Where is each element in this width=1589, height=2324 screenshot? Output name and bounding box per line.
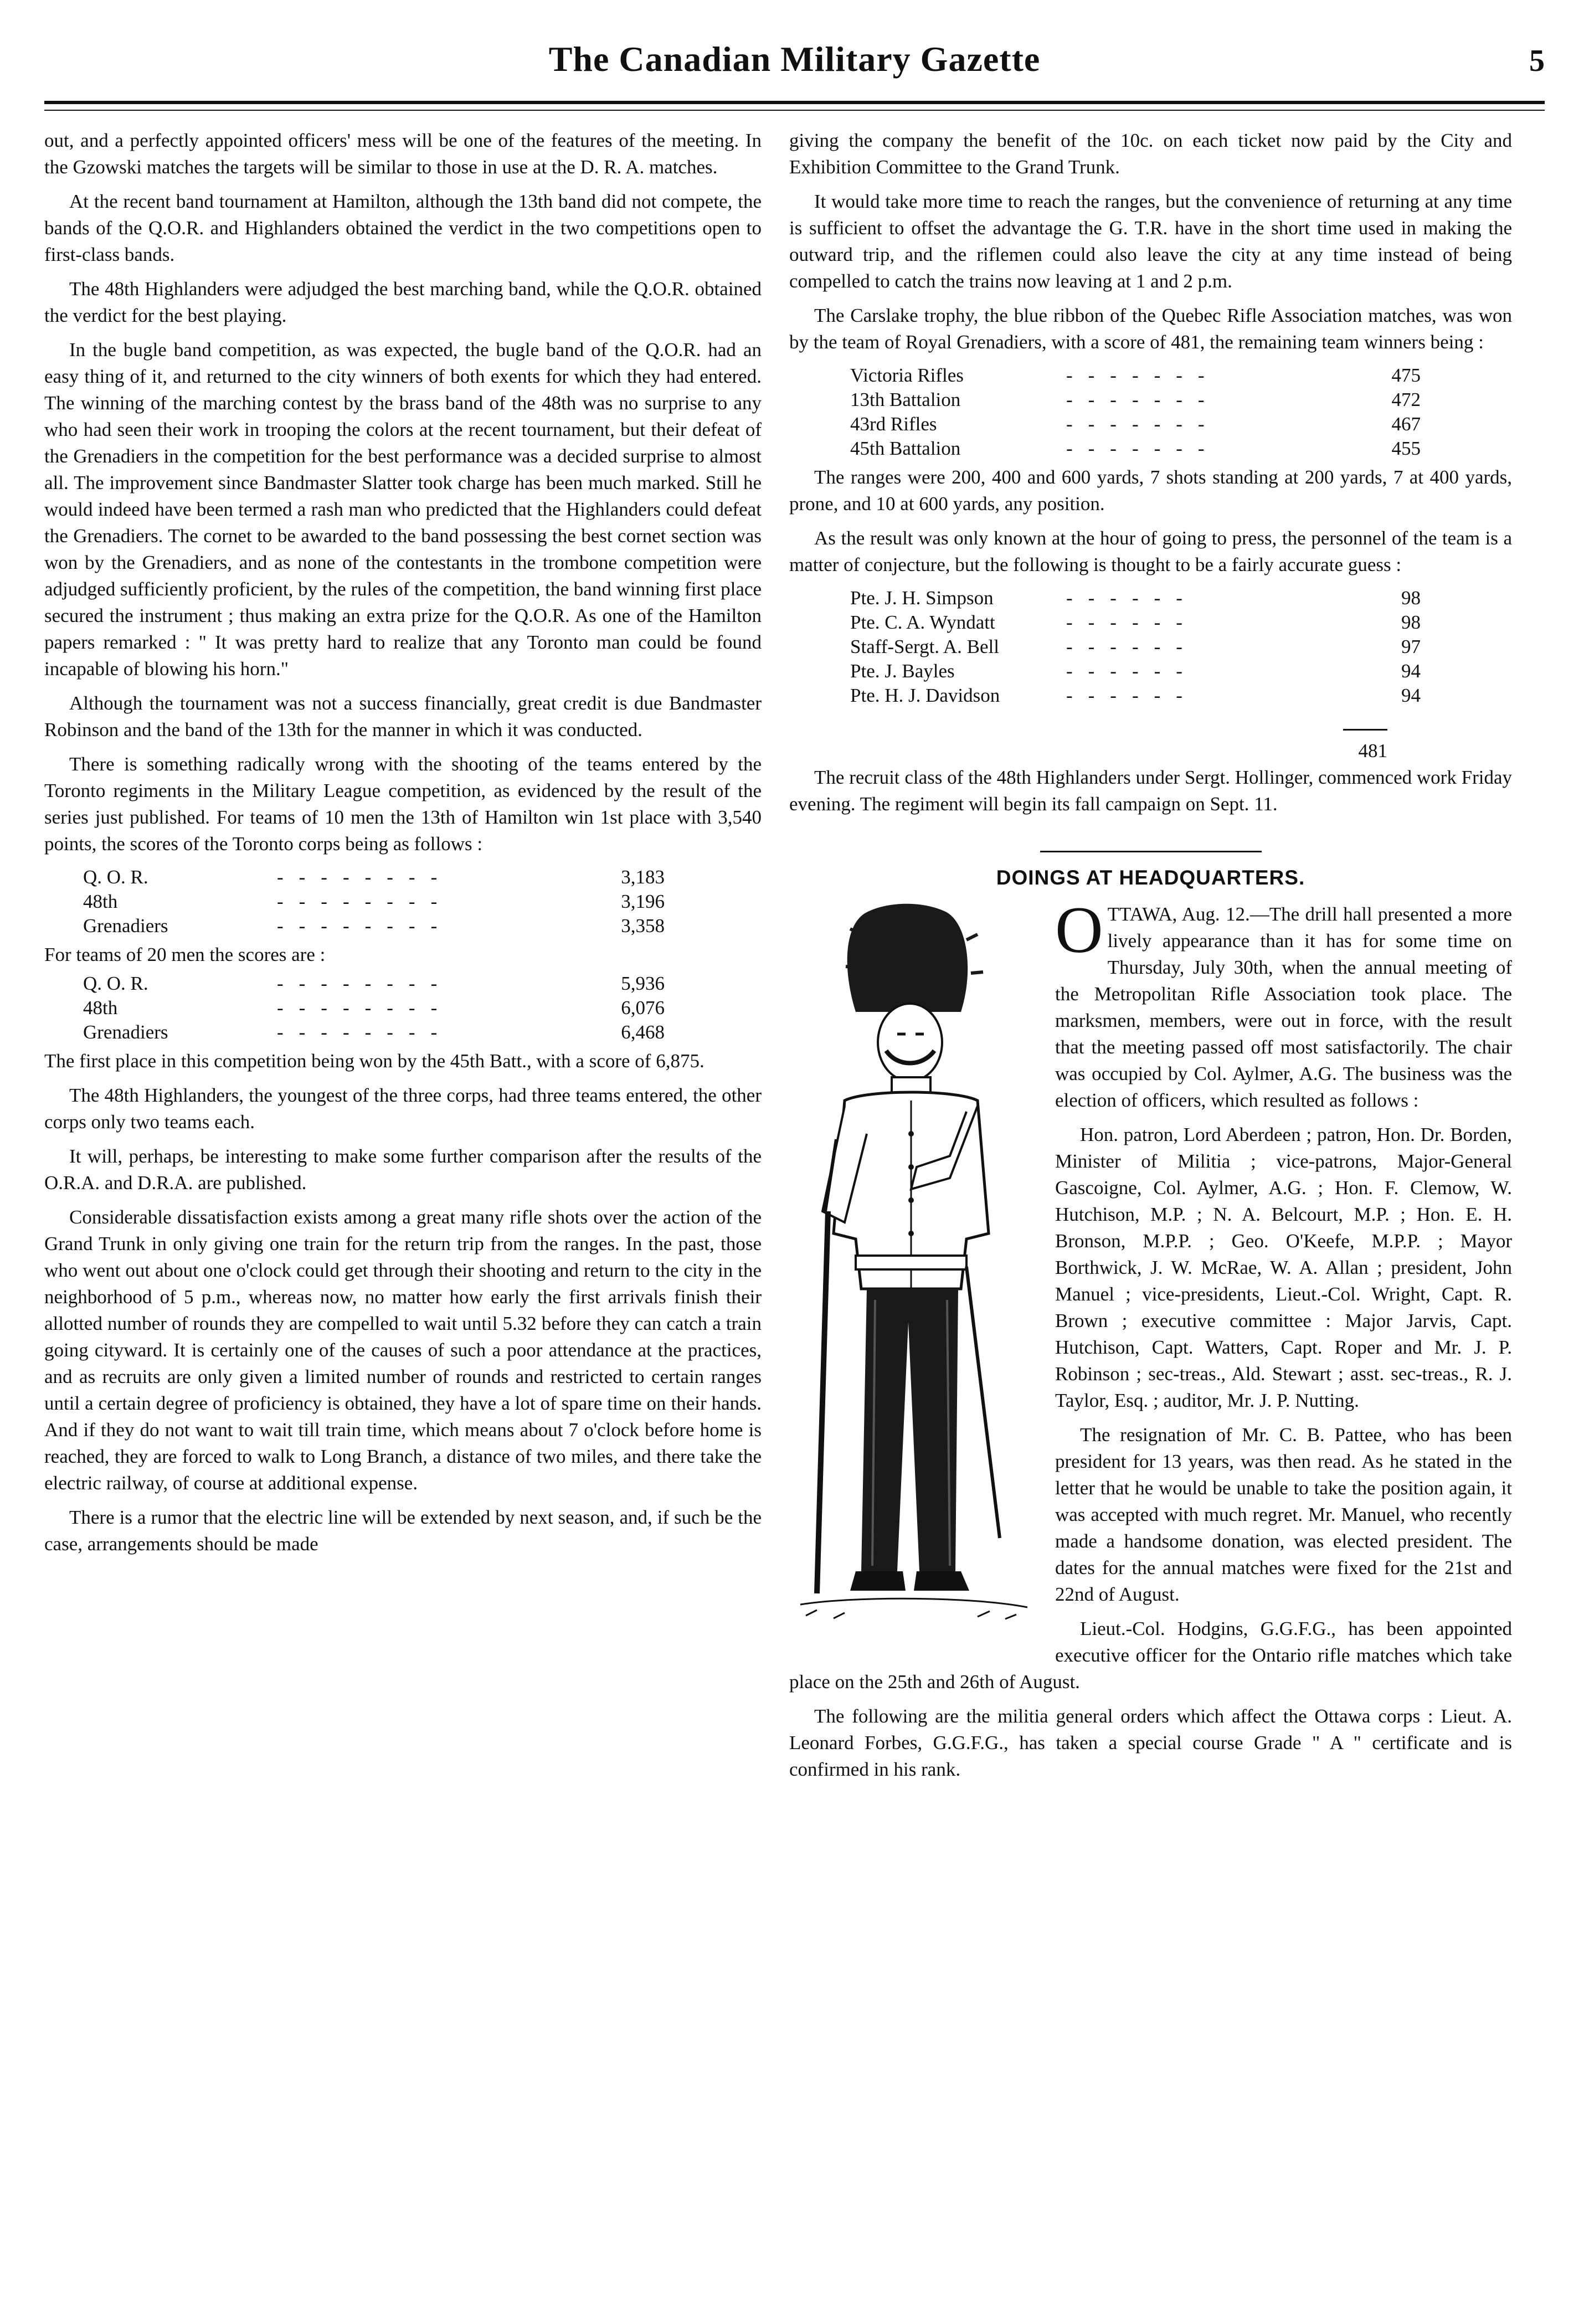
section-divider bbox=[1040, 851, 1262, 852]
table-row bbox=[850, 635, 1421, 659]
total-line bbox=[789, 711, 1512, 764]
team-score: 455 bbox=[1391, 438, 1421, 459]
team-name: Q. O. R. bbox=[83, 973, 148, 994]
team-name: Victoria Rifles bbox=[850, 364, 964, 386]
shooter-name: Pte. J. H. Simpson bbox=[850, 587, 994, 609]
team-name: Grenadiers bbox=[83, 915, 168, 937]
leader-dots: ------- bbox=[1066, 364, 1220, 386]
article-paragraph: The 48th Highlanders were adjudged the best marching band, while the Q.O.R. obtained the verdict for the best playing. bbox=[44, 278, 762, 326]
team-score: 6,468 bbox=[621, 1021, 665, 1043]
leader-dots: ------ bbox=[1066, 636, 1198, 657]
article-paragraph: The following are the militia general orders which affect the Ottawa corps : Lieut. A. Leonard Forbes, G.G.F.G., has taken a special course Grade " A " certificate and is confirmed in his rank. bbox=[789, 1705, 1512, 1780]
table-row bbox=[850, 683, 1421, 708]
article-paragraph: In the bugle band competition, as was expected, the bugle band of the Q.O.R. had an easy thing of it, and returned to the city winners of both exents for which they had entered. The winning of the marching contest by the brass band of the 48th was no surprise to any who had seen their work in trooping the colors at the recent tournament, but their defeat of the Grenadiers in the competition for the best performance was a decided surprise to almost all. The improvement since Bandmaster Slatter took charge has been much marked. Still he would indeed have been termed a rash man who predicted that the Highlanders could defeat the Grenadiers. The cornet to be awarded to the band possessing the best cornet section was won by the Grenadiers, and as none of the contestants in the trombone competition were adjudged sufficiently proficient, by the rules of the competition, the band winning first place secured the instrument ; thus making an extra prize for the Q.O.R. As one of the Hamilton papers remarked : " It was pretty hard to realize that any Toronto man could be found incapable of blowing his horn." bbox=[44, 339, 762, 680]
team-score: 3,183 bbox=[621, 866, 665, 888]
carslake-results-table bbox=[850, 363, 1421, 461]
article-paragraph: The resignation of Mr. C. B. Pattee, who has been president for 13 years, was then read. As he stated in the letter that he would be unable to take the position again, it was accepted with much regret. Mr. Manuel, who recently made a handsome donation, was elected president. The dates for the annual matches were fixed for the 21st and 22nd of August. bbox=[1055, 1424, 1512, 1605]
team-personnel-table bbox=[850, 586, 1421, 708]
page-number: 5 bbox=[1529, 44, 1545, 78]
team-name: 45th Battalion bbox=[850, 438, 961, 459]
table-row bbox=[83, 914, 665, 938]
shooter-score: 98 bbox=[1401, 611, 1421, 633]
left-column bbox=[44, 127, 762, 1565]
leader-dots: ------- bbox=[1066, 438, 1220, 459]
leader-dots: ------ bbox=[1066, 587, 1198, 609]
grenadier-figure-drawing bbox=[784, 901, 1044, 1652]
table-row bbox=[850, 610, 1421, 635]
masthead-title: The Canadian Military Gazette bbox=[548, 39, 1041, 79]
article-paragraph: Lieut.-Col. Hodgins, G.G.F.G., has been appointed executive officer for the Ontario rifle matches which take place on the 25th and 26th of August. bbox=[789, 1618, 1512, 1693]
table-row bbox=[850, 388, 1421, 412]
table-row bbox=[83, 890, 665, 914]
team-score: 467 bbox=[1391, 413, 1421, 435]
leader-dots: -------- bbox=[277, 997, 453, 1019]
right-column bbox=[789, 127, 1512, 1791]
leader-dots: ------ bbox=[1066, 685, 1198, 706]
grenadier-illustration bbox=[784, 901, 1044, 1652]
table-row bbox=[850, 586, 1421, 610]
article-paragraph: The ranges were 200, 400 and 600 yards, 7 shots standing at 200 yards, 7 at 400 yards, prone, and 10 at 600 yards, any position. bbox=[789, 466, 1512, 515]
header-rule-thick bbox=[44, 101, 1545, 104]
leader-dots: -------- bbox=[277, 915, 453, 937]
leader-dots: ------- bbox=[1066, 413, 1220, 435]
team-score: 3,358 bbox=[621, 915, 665, 937]
score-table-ten-men bbox=[83, 865, 665, 938]
shooter-name: Pte. C. A. Wyndatt bbox=[850, 611, 995, 633]
sum-rule bbox=[1343, 729, 1387, 731]
article-paragraph: It would take more time to reach the ranges, but the convenience of returning at any time is sufficient to offset the advantage the G. T.R. have in the short time used in making the outward trip, and the riflemen could also leave the city at any time instead of being compelled to catch the trains now leaving at 1 and 2 p.m. bbox=[789, 191, 1512, 292]
leader-dots: -------- bbox=[277, 866, 453, 888]
team-score: 3,196 bbox=[621, 891, 665, 912]
team-score: 475 bbox=[1391, 364, 1421, 386]
team-name: 48th bbox=[83, 891, 118, 912]
table-row bbox=[850, 412, 1421, 436]
table-intro: For teams of 20 men the scores are : bbox=[44, 944, 326, 965]
drop-cap: O bbox=[1055, 893, 1103, 966]
team-score: 472 bbox=[1391, 389, 1421, 410]
team-name: 48th bbox=[83, 997, 118, 1019]
team-name: Q. O. R. bbox=[83, 866, 148, 888]
shooter-score: 94 bbox=[1401, 685, 1421, 706]
article-paragraph: The 48th Highlanders, the youngest of the three corps, had three teams entered, the other corps only two teams each. bbox=[44, 1084, 762, 1133]
leader-dots: -------- bbox=[277, 891, 453, 912]
article-paragraph: Although the tournament was not a success financially, great credit is due Bandmaster Robinson and the band of the 13th for the manner in which it was conducted. bbox=[44, 692, 762, 741]
table-row bbox=[850, 436, 1421, 461]
shooter-name: Staff-Sergt. A. Bell bbox=[850, 636, 999, 657]
team-total: 481 bbox=[1358, 740, 1387, 762]
table-row bbox=[850, 659, 1421, 683]
table-row bbox=[83, 996, 665, 1020]
article-paragraph: Hon. patron, Lord Aberdeen ; patron, Hon. Dr. Borden, Minister of Militia ; vice-patrons, Major-General Gascoigne, Col. Aylmer, A.G. ; Hon. F. Clemow, W. Hutchison, M.P. ; N. A. Belcourt, M.P. ; Hon. E. H. Bronson, M.P.P. ; Geo. O'Keefe, M.P.P. ; Mayor Borthwick, J. W. McRae, W. A. Allan ; president, John Manuel ; vice-presidents, Lieut.-Col. Wright, Capt. R. Brown ; executive committee : Major Jarvis, Capt. Hutchison, Capt. Watters, Capt. Roper and Mr. J. P. Robinson ; sec-treas., Ald. Stewart ; asst. sec-treas., R. J. Taylor, Esq. ; auditor, Mr. J. P. Nutting. bbox=[1055, 1124, 1512, 1411]
leader-dots: -------- bbox=[277, 973, 453, 994]
article-paragraph: It will, perhaps, be interesting to make some further comparison after the results of the O.R.A. and D.R.A. are published. bbox=[44, 1145, 762, 1194]
header-rule-thin bbox=[44, 110, 1545, 111]
article-paragraph: giving the company the benefit of the 10c. on each ticket now paid by the City and Exhibition Committee to the Grand Trunk. bbox=[789, 130, 1512, 178]
table-row bbox=[83, 865, 665, 890]
team-name: 43rd Rifles bbox=[850, 413, 937, 435]
leader-dots: ------- bbox=[1066, 389, 1220, 410]
article-paragraph: The recruit class of the 48th Highlanders under Sergt. Hollinger, commenced work Friday evening. The regiment will begin its fall campaign on Sept. 11. bbox=[789, 767, 1512, 815]
article-paragraph: At the recent band tournament at Hamilton, although the 13th band did not compete, the bands of the Q.O.R. and Highlanders obtained the verdict in the two competitions open to first-class bands. bbox=[44, 191, 762, 265]
team-score: 6,076 bbox=[621, 997, 665, 1019]
article-paragraph: As the result was only known at the hour of going to press, the personnel of the team is a matter of conjecture, but the following is thought to be a fairly accurate guess : bbox=[789, 527, 1512, 575]
article-paragraph: There is something radically wrong with the shooting of the teams entered by the Toronto regiments in the Military League competition, as evidenced by the result of the series just published. For teams of 10 men the 13th of Hamilton win 1st place with 3,540 points, the scores of the Toronto corps being as follows : bbox=[44, 753, 762, 855]
score-table-twenty-men bbox=[83, 971, 665, 1045]
section-heading: DOINGS AT HEADQUARTERS. bbox=[996, 866, 1305, 889]
lead-text: TTAWA, Aug. 12.—The drill hall presented a more lively appearance than it has for some time on Thursday, July 30th, when the annual meeting of the Metropolitan Rifle Association took place. The marksmen, members, were out in force, with the result that the meeting passed off most satisfactorily. The chair was occupied by Col. Aylmer, A.G. The business was the election of officers, which resulted as follows : bbox=[1055, 903, 1512, 1111]
shooter-score: 98 bbox=[1401, 587, 1421, 609]
team-name: 13th Battalion bbox=[850, 389, 961, 410]
team-score: 5,936 bbox=[621, 973, 665, 994]
article-paragraph: The first place in this competition being won by the 45th Batt., with a score of 6,875. bbox=[44, 1050, 704, 1072]
table-row bbox=[850, 363, 1421, 388]
leader-dots: ------ bbox=[1066, 611, 1198, 633]
shooter-score: 94 bbox=[1401, 660, 1421, 682]
table-row bbox=[83, 1020, 665, 1045]
shooter-score: 97 bbox=[1401, 636, 1421, 657]
leader-dots: -------- bbox=[277, 1021, 453, 1043]
leader-dots: ------ bbox=[1066, 660, 1198, 682]
article-paragraph: The Carslake trophy, the blue ribbon of the Quebec Rifle Association matches, was won by the team of Royal Grenadiers, with a score of 481, the remaining team winners being : bbox=[789, 305, 1512, 353]
article-paragraph: Considerable dissatisfaction exists among a great many rifle shots over the action of the Grand Trunk in only giving one train for the return trip from the ranges. In the past, those who went out about one o'clock could get through their shooting and return to the city in the neighborhood of 5 p.m., whereas now, no matter how early the first arrivals finish their allotted number of rounds they are compelled to wait until 5.32 before they can catch a train going cityward. It is certainly one of the causes of such a poor attendance at the practices, and as recruits are only given a limited number of rounds and restricted to certain ranges until a certain degree of proficiency is obtained, they have a lot of spare time on their hands. And if they do not want to wait till train time, which means about 7 o'clock before home is reached, they are forced to walk to Long Branch, a distance of two miles, and there take the electric railway, of course at additional expense. bbox=[44, 1206, 762, 1494]
team-name: Grenadiers bbox=[83, 1021, 168, 1043]
article-paragraph: out, and a perfectly appointed officers' mess will be one of the features of the meeting. In the Gzowski matches the targets will be similar to those in use at the D. R. A. matches. bbox=[44, 130, 762, 178]
article-paragraph: There is a rumor that the electric line will be extended by next season, and, if such be the case, arrangements should be made bbox=[44, 1507, 762, 1555]
shooter-name: Pte. H. J. Davidson bbox=[850, 685, 1000, 706]
table-row bbox=[83, 971, 665, 996]
shooter-name: Pte. J. Bayles bbox=[850, 660, 955, 682]
